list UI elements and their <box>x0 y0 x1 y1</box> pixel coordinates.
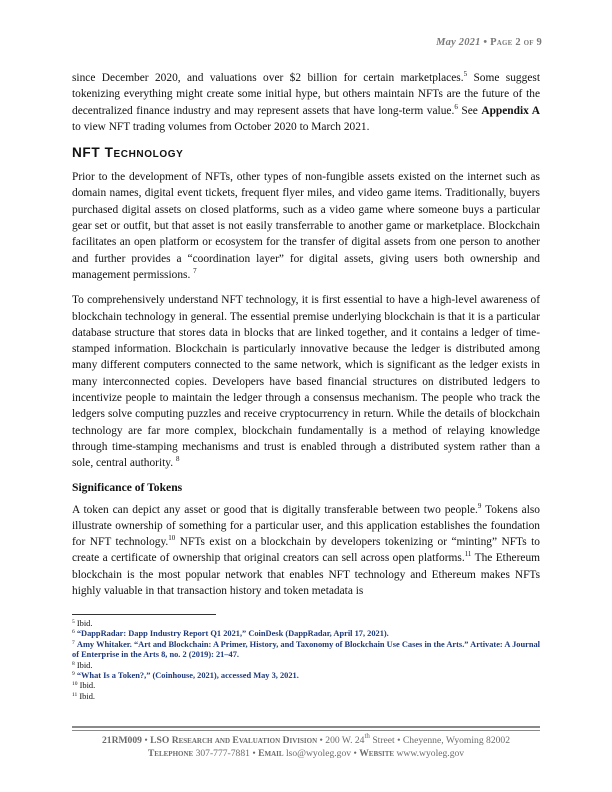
footnote-number: 10 <box>72 681 78 688</box>
footnote <box>72 661 540 671</box>
footer-division: LSO Research and Evaluation Division <box>150 735 318 746</box>
footer-email-label: Email <box>258 747 284 759</box>
footer-line-contact: Telephone 307-777-7881 • Email lso@wyoleg.gov • Website www.wyoleg.gov <box>147 747 465 759</box>
footer-line-address: 21RM009 • LSO Research and Evaluation Division • 200 W. 24th Street • Cheyenne, Wyoming 82002 <box>101 732 511 746</box>
footnote <box>72 629 540 639</box>
header-page-number: 2 <box>515 37 521 48</box>
footnote-number: 9 <box>72 671 75 678</box>
header-page-label: Page <box>490 37 513 48</box>
footnote-link[interactable]: Amy Whitaker. “Art and Blockchain: A Primer, History, and Taxonomy of Blockchain Use Cases in the Arts.” Artivate: A Journal of Enterprise in the Arts 8, no. 2 (2019): 21–47. <box>72 639 540 660</box>
appendix-reference: Appendix A <box>481 104 540 117</box>
footnote-ref[interactable]: 5 <box>463 70 468 78</box>
subsection-heading: Significance of Tokens <box>72 480 183 494</box>
footnote-number: 6 <box>72 629 75 636</box>
body-paragraph: A token can depict any asset or good that is digitally transferable between two people.$^9$ Tokens also illustrate ownership of something for a particular user, and this application establishes the foundation for NFT technology.$^{10}$ NFTs exist on a blockchain by developers tokenizing or “minting” NFTs to create a certificate of ownership that original creators can sell across open platforms.$^{11}$ The Ethereum blockchain is the most popular network that enables NFT technology and Ethereum makes NFTs highly valuable in that transaction history and token metadata is <box>72 501 540 598</box>
header-date: May 2021 <box>436 37 481 48</box>
section-heading: NFT Technology <box>72 145 184 161</box>
footer-website-link[interactable]: www.wyoleg.gov <box>394 747 465 759</box>
footnote-text: Ibid. <box>79 691 95 701</box>
footer-email-link[interactable]: lso@wyoleg.gov <box>283 747 352 759</box>
footnote <box>72 671 540 681</box>
footnote-number: 5 <box>72 619 75 625</box>
footnote-divider <box>72 614 216 615</box>
footnote-link[interactable]: “DappRadar: Dapp Industry Report Q1 2021,” CoinDesk (DappRadar, April 17, 2021). <box>76 629 389 639</box>
footnote-ref[interactable]: 9 <box>477 501 482 510</box>
footnote-number: 7 <box>72 639 75 646</box>
footer-telephone: 307-777-7881 <box>193 747 250 759</box>
header-separator: • <box>480 37 491 48</box>
header-of-label: of <box>523 37 534 48</box>
footnote-number: 8 <box>72 660 75 667</box>
body-paragraph: Prior to the development of NFTs, other types of non-fungible assets existed on the internet such as domain names, digital event tickets, frequent flyer miles, and video game items. Traditionally, buyers purchased digital assets on closed platforms, such as a video game where someone buys a particular gear set or outfit, but that asset is not easily transferrable to another game or marketplace. Blockchain facilitates an open platform or ecosystem for the transfer of digital assets from one person to another and further provides a “coordination layer” for digital assets, giving users both ownership and management permissions. $^7$ <box>72 171 540 281</box>
footnote-ref[interactable]: 6 <box>454 102 458 111</box>
footnote-ref[interactable]: 11 <box>464 550 472 559</box>
footnote-ref[interactable]: 8 <box>175 455 180 464</box>
footnote-link[interactable]: “What Is a Token?,” (Coinhouse, 2021), accessed May 3, 2021. <box>76 671 299 681</box>
header-total-pages: 9 <box>536 37 542 48</box>
footnote <box>72 640 540 661</box>
footnote-text: Ibid. <box>76 660 93 670</box>
footnote-text: Ibid. <box>76 619 93 628</box>
footnote <box>72 619 540 629</box>
page-header <box>436 37 542 48</box>
body-paragraph: To comprehensively understand NFT technology, it is first essential to have a high-level awareness of blockchain technology in general. The essential premise underlying blockchain is that it is a particular database structure that stores data in blocks that are linked together, and it contains a ledger of time-stamped information. Blockchain is particularly innovative because the ledger is distributed among many different computers connected to the same network, which is significant as the ledger exists in many interconnected copies. Developers have based financial structures on distributed ledgers to incentivize people to maintain the ledger through a consensus mechanism. The people who track the ledgers solve computing puzzles and receive cryptocurrency in return. While the details of blockchain technology are far more complex, blockchain fundamentally is a method of relaying knowledge through time-stamping mechanisms and trust is enabled through a distributed system rather than a sole, central authority. $^8$ <box>72 294 540 470</box>
footer-website-label: Website <box>359 747 395 759</box>
footnote-ref[interactable]: 10 <box>168 534 176 543</box>
footnote-number: 11 <box>72 691 78 698</box>
page-footer <box>72 732 540 760</box>
footer-divider <box>72 726 540 728</box>
footer-report-code: 21RM009 <box>101 735 142 746</box>
footer-divider <box>72 730 540 731</box>
footer-telephone-label: Telephone <box>147 747 194 759</box>
document-body <box>72 70 540 608</box>
footnote-text: Ibid. <box>79 681 96 691</box>
footnote-ref[interactable]: 7 <box>193 266 197 275</box>
footnotes-list <box>72 619 540 702</box>
intro-paragraph: since December 2020, and valuations over $2 billion for certain marketplaces.$^5$ Some suggest tokenizing everything might create some initial hype, but others maintain NFTs are the future of the decentralized finance industry and may represent assets that have long-term value.$^6$ See Appendix A to view NFT trading volumes from October 2020 to March 2021. <box>72 70 540 133</box>
footnote <box>72 692 540 702</box>
footer-address: 200 W. 24 <box>325 735 365 746</box>
footnote <box>72 681 540 691</box>
